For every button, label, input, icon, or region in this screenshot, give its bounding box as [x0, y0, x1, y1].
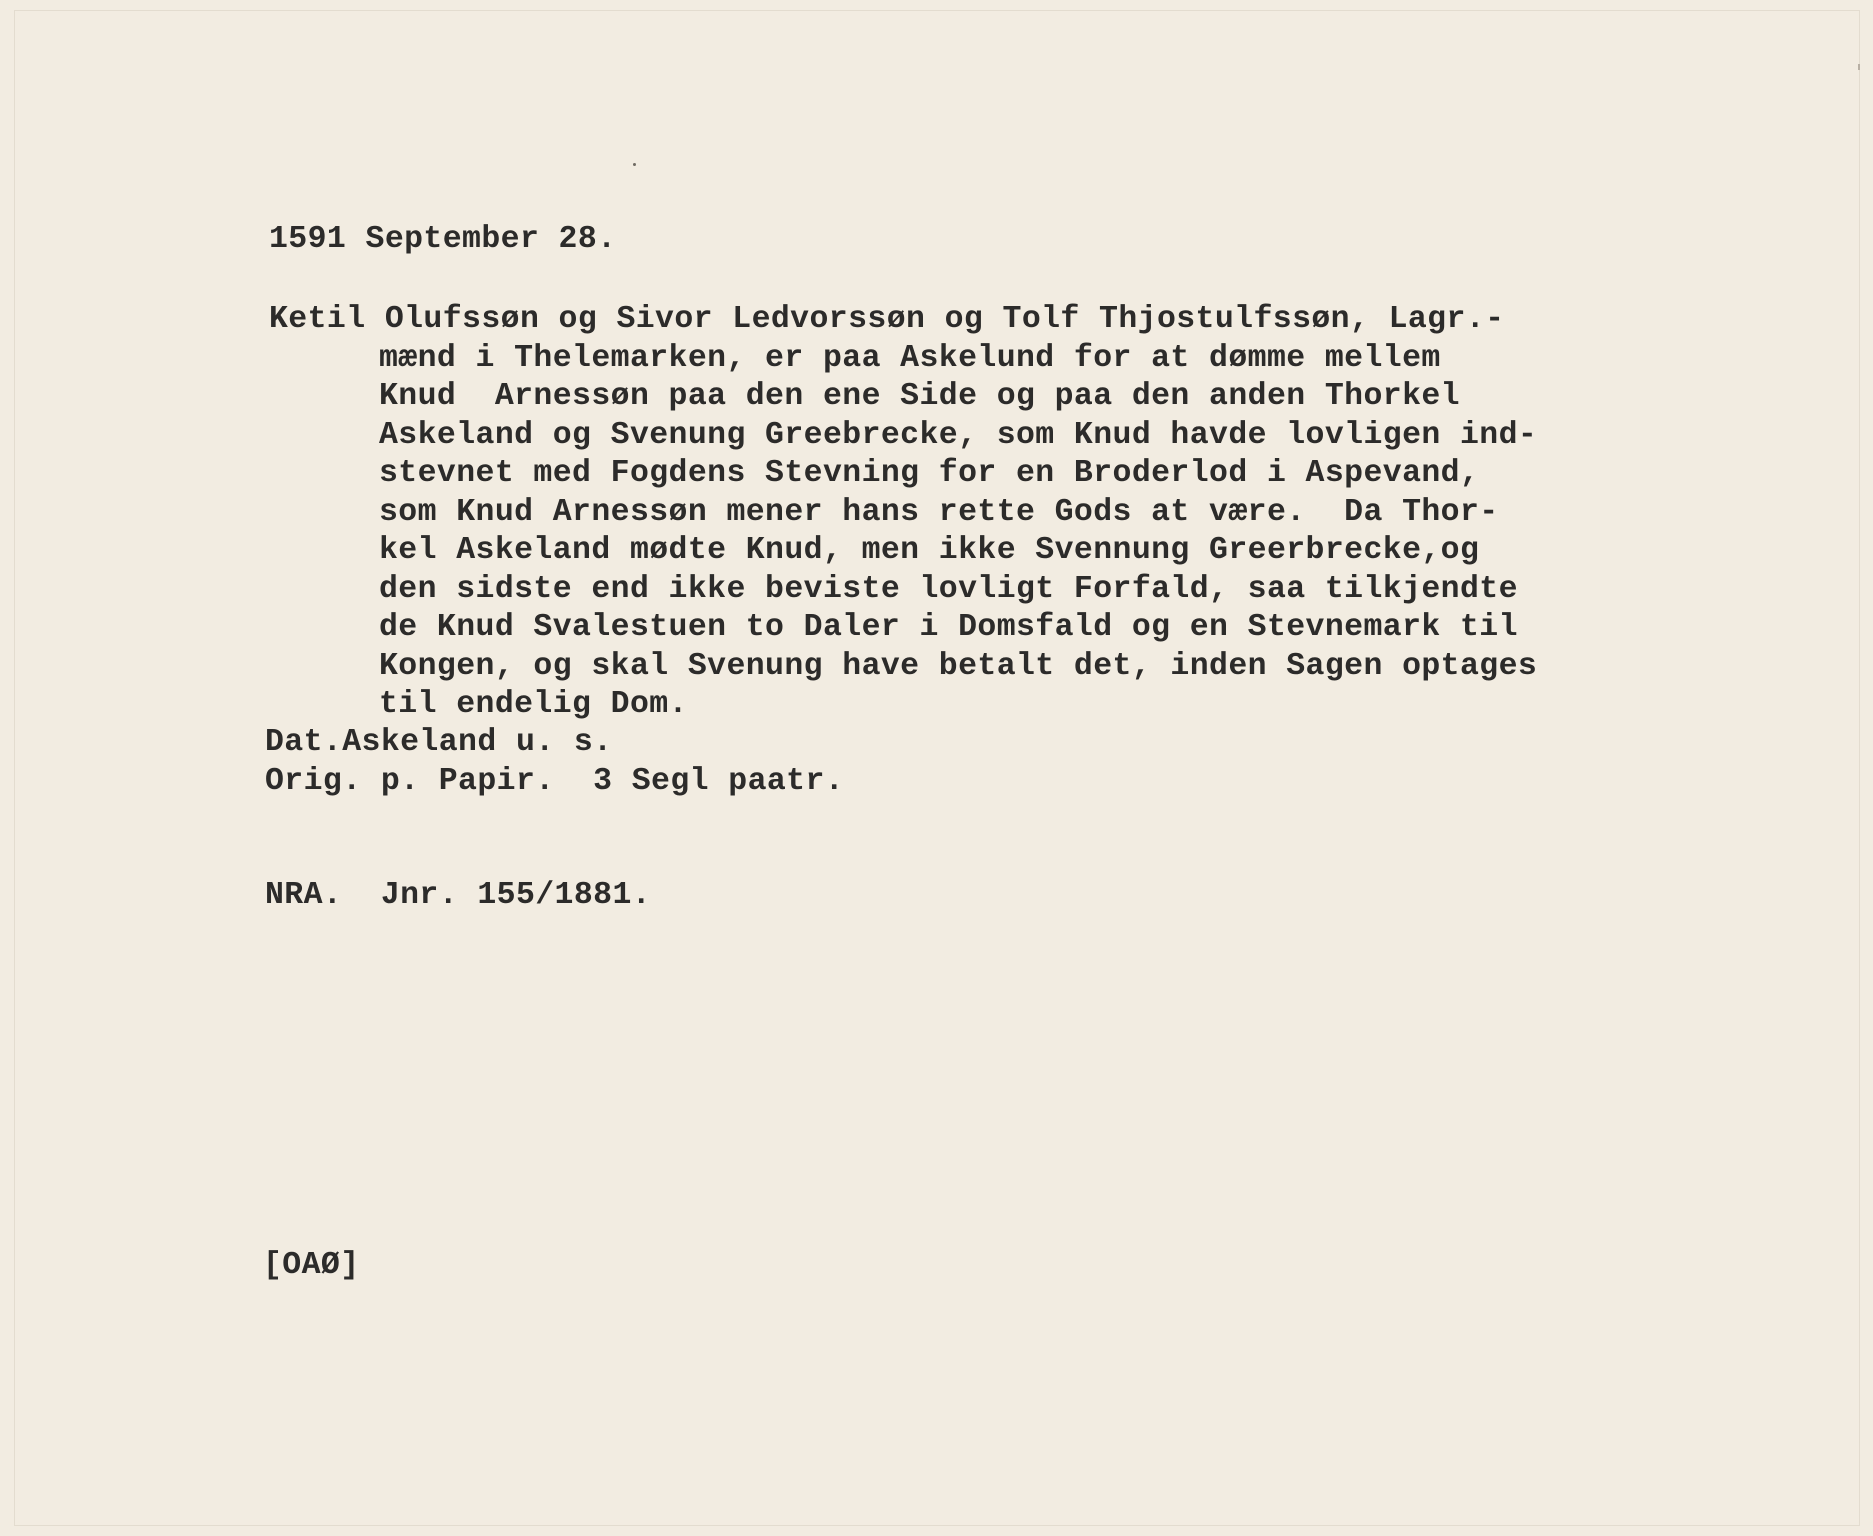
summary-line: den sidste end ikke beviste lovligt Forfald, saa tilkjendte: [379, 572, 1518, 607]
summary-line: Kongen, og skal Svenung have betalt det, inden Sagen optages: [379, 649, 1538, 684]
original-line: Orig. p. Papir. 3 Segl paatr.: [265, 764, 845, 799]
summary-line: stevnet med Fogdens Stevning for en Broderlod i Aspevand,: [379, 456, 1480, 491]
summary-line: mænd i Thelemarken, er paa Askelund for at dømme mellem: [379, 341, 1441, 376]
summary-line: Askeland og Svenung Greebrecke, som Knud havde lovligen ind-: [379, 418, 1538, 453]
paper-mark: [1858, 64, 1860, 70]
date-heading: 1591 September 28.: [269, 222, 617, 257]
dating-line: Dat.Askeland u. s.: [265, 725, 613, 760]
summary-line: kel Askeland mødte Knud, men ikke Svennung Greerbrecke,og: [379, 533, 1480, 568]
archive-reference: NRA. Jnr. 155/1881.: [265, 878, 652, 913]
summary-line: som Knud Arnessøn mener hans rette Gods at være. Da Thor-: [379, 495, 1499, 530]
summary-line: til endelig Dom.: [379, 687, 688, 722]
initials: [OAØ]: [263, 1248, 360, 1283]
summary-line: Ketil Olufssøn og Sivor Ledvorssøn og Tolf Thjostulfssøn, Lagr.-: [269, 302, 1505, 337]
paper-speck: [633, 163, 636, 166]
summary-line: de Knud Svalestuen to Daler i Domsfald og en Stevnemark til: [379, 610, 1518, 645]
summary-line: Knud Arnessøn paa den ene Side og paa den anden Thorkel: [379, 379, 1460, 414]
